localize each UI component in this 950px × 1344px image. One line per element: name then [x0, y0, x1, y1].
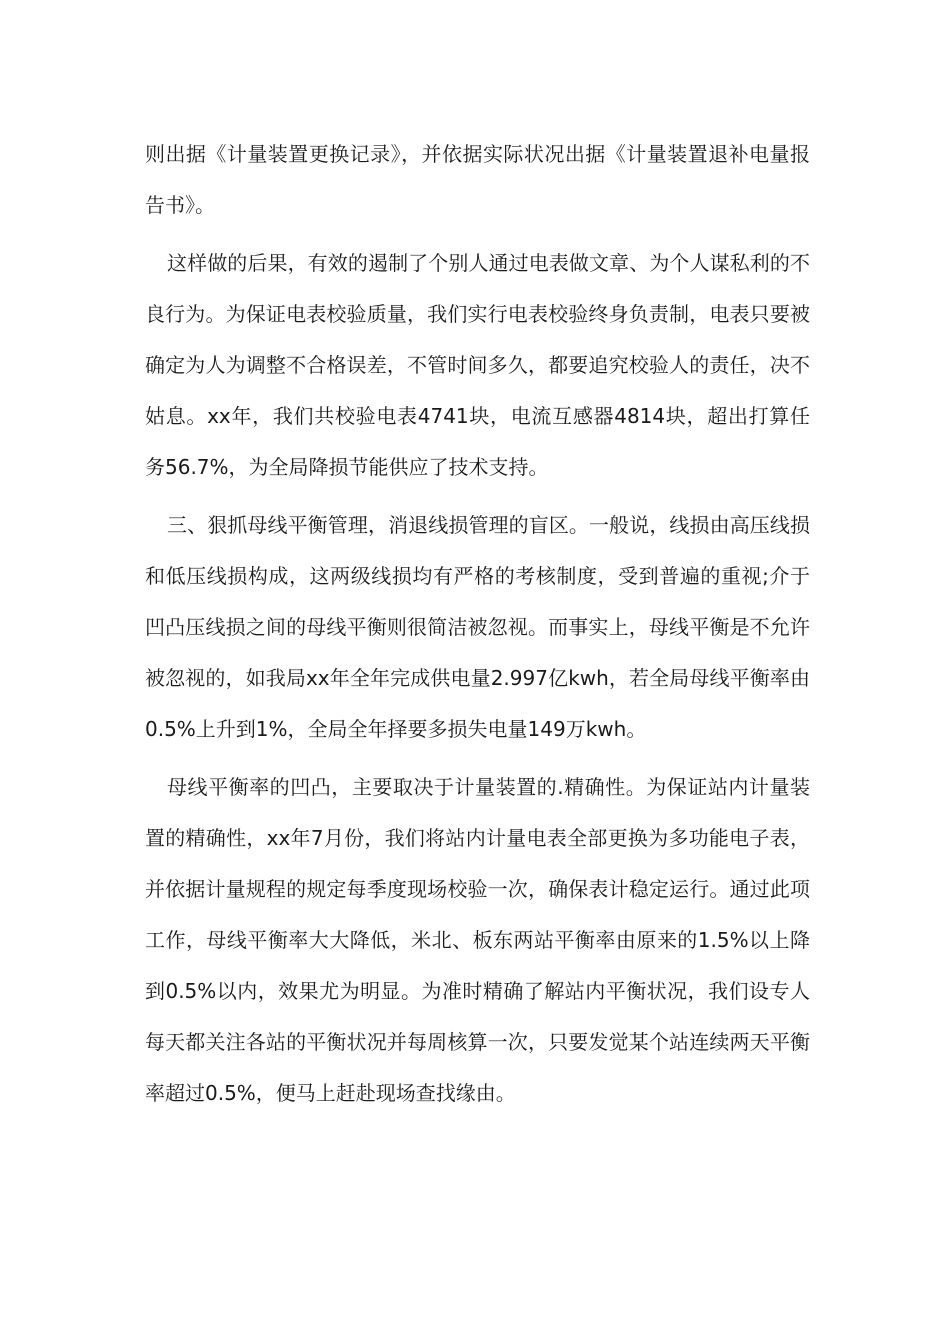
- paragraph-metering-accuracy: 母线平衡率的凹凸，主要取决于计量装置的.精确性。为保证站内计量装置的精确性，xx年7月份，我们将站内计量电表全部更换为多功能电子表，并依据计量规程的规定每季度现场校验一次，确保表计稳定运行。通过此项工作，母线平衡率大大降低，米北、板东两站平衡率由原来的1.5%以上降到0.5%以内，效果尤为明显。为准时精确了解站内平衡状况，我们设专人每天都关注各站的平衡状况并每周核算一次，只要发觉某个站连续两天平衡率超过0.5%，便马上赶赴现场查找缘由。: [145, 775, 810, 1105]
- document-body: [145, 129, 810, 1126]
- paragraph-results: 这样做的后果，有效的遏制了个别人通过电表做文章、为个人谋私利的不良行为。为保证电表校验质量，我们实行电表校验终身负责制，电表只要被确定为人为调整不合格误差，不管时间多久，都要追究校验人的责任，决不姑息。xx年，我们共校验电表4741块，电流互感器4814块，超出打算任务56.7%，为全局降损节能供应了技术支持。: [145, 251, 810, 479]
- paragraph-bus-balance-management: 三、狠抓母线平衡管理，消退线损管理的盲区。一般说，线损由高压线损和低压线损构成，这两级线损均有严格的考核制度，受到普遍的重视;介于凹凸压线损之间的母线平衡则很简洁被忽视。而事实上，母线平衡是不允许被忽视的，如我局xx年全年完成供电量2.997亿kwh，若全局母线平衡率由0.5%上升到1%，全局全年择要多损失电量149万kwh。: [145, 513, 810, 741]
- paragraph-continuation: 则出据《计量装置更换记录》，并依据实际状况出据《计量装置退补电量报告书》。: [145, 142, 810, 217]
